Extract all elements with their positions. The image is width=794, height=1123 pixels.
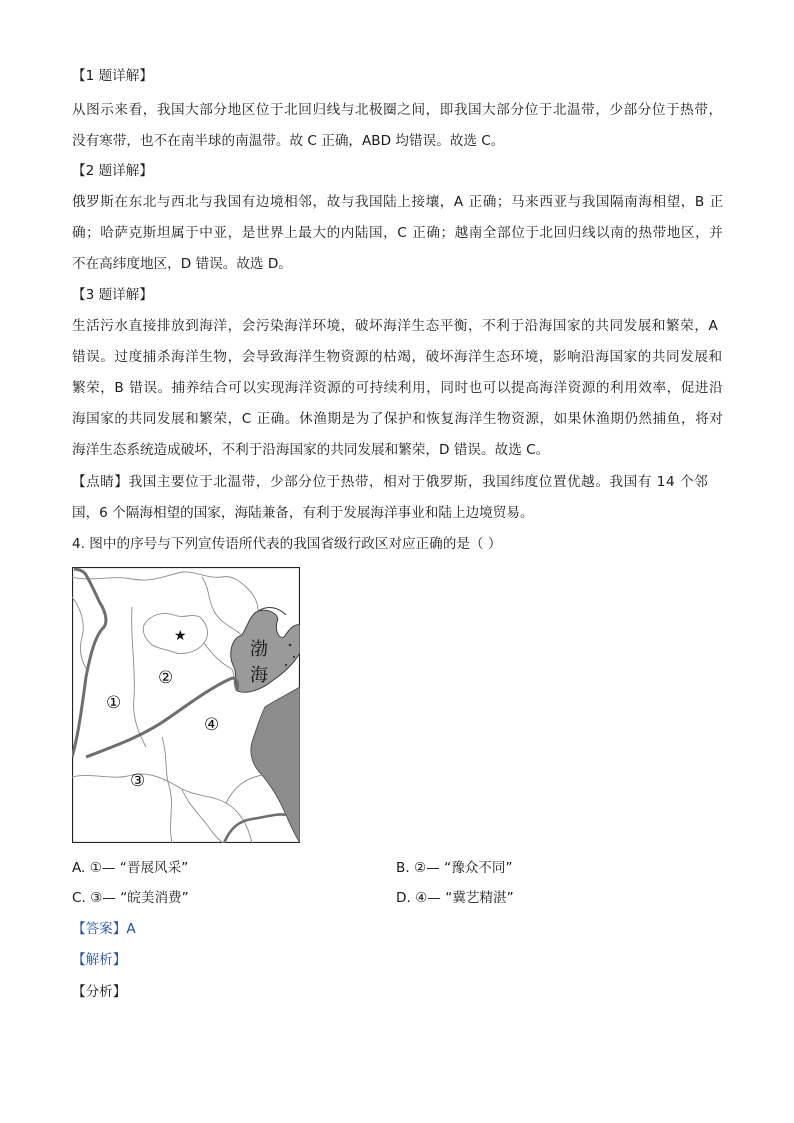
region-3-label: ③ (130, 771, 146, 791)
section2-line-2: 确；哈萨克斯坦属于中亚，是世界上最大的内陆国，C 正确；越南全部位于北回归线以南的热带地区，并 (72, 225, 724, 241)
question4-stem: 4. 图中的序号与下列宣传语所代表的我国省级行政区对应正确的是（ ） (72, 536, 502, 552)
bohai-label-1: 渤 (250, 639, 268, 660)
option-d: D. ④— “冀艺精湛” (396, 890, 514, 906)
section3-heading: 【3 题详解】 (72, 287, 153, 303)
section3-line-3: 繁荣，B 错误。捕养结合可以实现海洋资源的可持续利用，同时也可以提高海洋资源的利用效率，促进沿 (72, 380, 724, 396)
capital-star-icon: ★ (174, 628, 187, 644)
comment-line-1: 【点睛】我国主要位于北温带，少部分位于热带，相对于俄罗斯，我国纬度位置优越。我国有 14 个邻 (72, 474, 709, 490)
section3-line-2: 错误。过度捕杀海洋生物，会导致海洋生物资源的枯竭，破坏海洋生态环境，影响沿海国家的共同发展和 (72, 349, 723, 365)
province-map (72, 567, 300, 843)
region-2-label: ② (158, 668, 174, 688)
section3-line-1: 生活污水直接排放到海洋，会污染海洋环境，破坏海洋生态平衡，不利于沿海国家的共同发展和繁荣，A (72, 318, 719, 334)
section2-line-1: 俄罗斯在东北与西北与我国有边境相邻，故与我国陆上接壤，A 正确；马来西亚与我国隔南海相望，B 正 (72, 194, 724, 210)
section3-line-4: 海国家的共同发展和繁荣，C 正确。休渔期是为了保护和恢复海洋生物资源，如果休渔期仍然捕鱼，将对 (72, 411, 724, 427)
section2-line-3: 不在高纬度地区，D 错误。故选 D。 (72, 256, 292, 272)
section1-heading: 【1 题详解】 (72, 68, 153, 84)
comment-line-2: 国，6 个隔海相望的国家，海陆兼备，有利于发展海洋事业和陆上边境贸易。 (72, 505, 534, 521)
answer-label: 【答案】A (72, 921, 136, 937)
region-1-label: ① (106, 693, 122, 713)
bohai-label-2: 海 (250, 665, 268, 686)
option-b: B. ②— “豫众不同” (396, 860, 513, 876)
region-4-label: ④ (204, 715, 220, 735)
fenxi-label: 【分析】 (72, 984, 127, 1000)
section1-line-1: 从图示来看，我国大部分地区位于北回归线与北极圈之间，即我国大部分位于北温带，少部分位于热带， (72, 102, 723, 118)
option-a: A. ①— “晋展风采” (72, 860, 189, 876)
option-c: C. ③— “皖美消费” (72, 890, 189, 906)
section1-line-2: 没有寒带，也不在南半球的南温带。故 C 正确，ABD 均错误。故选 C。 (72, 133, 505, 149)
section3-line-5: 海洋生态系统造成破坏，不利于沿海国家的共同发展和繁荣，D 错误。故选 C。 (72, 442, 550, 458)
section2-heading: 【2 题详解】 (72, 163, 153, 179)
analysis-label: 【解析】 (72, 952, 127, 968)
